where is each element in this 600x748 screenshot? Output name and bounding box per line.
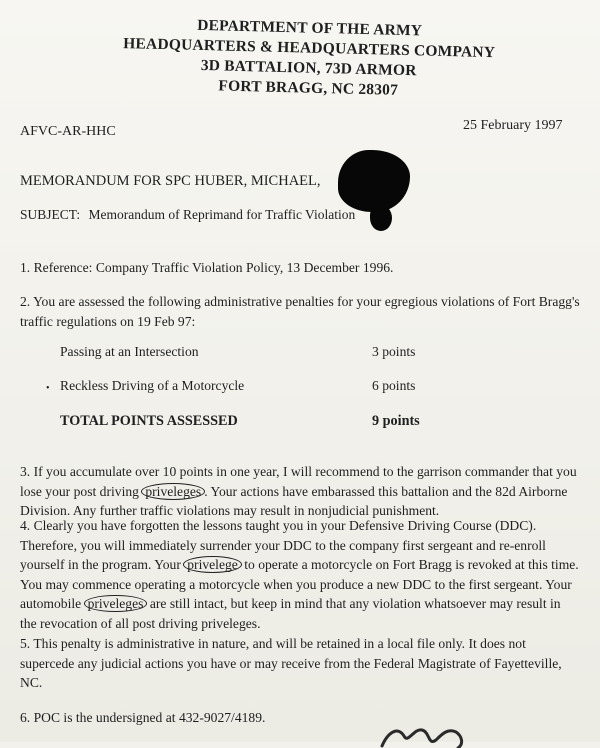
letterhead-line: 3D BATTALION, 73D ARMOR xyxy=(200,56,417,80)
paragraph-text: 3. If you accumulate over 10 points in one year, I will recommend to the garrison commander that you lose your post driving xyxy=(20,464,577,499)
penalty-violation: Reckless Driving of a Motorcycle xyxy=(60,378,245,393)
letterhead-line: HEADQUARTERS & HEADQUARTERS COMPANY xyxy=(123,35,496,62)
paragraph-6: 6. POC is the undersigned at 432-9027/4189. xyxy=(20,710,266,725)
redaction-blot xyxy=(338,150,410,212)
signature-scrawl xyxy=(378,718,468,748)
paragraph-1: 1. Reference: Company Traffic Violation Policy, 13 December 1996. xyxy=(20,260,394,275)
paragraph-2: 2. You are assessed the following administrative penalties for your egregious violations of Fort Bragg's traffic regulations on 19 Feb 97: xyxy=(20,294,580,329)
letterhead-line: DEPARTMENT OF THE ARMY xyxy=(197,16,423,40)
subject-line xyxy=(20,207,355,223)
paragraph-3 xyxy=(20,462,580,521)
subject-text: Memorandum of Reprimand for Traffic Violation xyxy=(88,207,356,222)
paragraph-text: are still intact, but keep in mind that any violation whatsoever may result in the revocation of all post driving priveleges. xyxy=(20,596,561,631)
circled-word: priveleges xyxy=(84,595,148,612)
total-points-value: 9 points xyxy=(372,413,420,429)
paragraph-text: to operate a motorcycle on Fort Bragg is revoked at this time. You may commence operating a motorcycle when you produce a new DDC to the first sergeant. Your automobile xyxy=(20,557,579,611)
letterhead-line: FORT BRAGG, NC 28307 xyxy=(218,77,399,99)
bullet-mark: • xyxy=(46,383,50,394)
paragraph-4 xyxy=(20,516,580,633)
penalty-violation: Passing at an Intersection xyxy=(60,344,199,359)
redaction-blot xyxy=(370,205,392,231)
circled-word: privelege xyxy=(183,556,242,573)
penalty-points: 3 points xyxy=(372,344,416,359)
memo-date: 25 February 1997 xyxy=(463,118,563,133)
penalty-points: 6 points xyxy=(372,378,416,393)
circled-word: priveleges xyxy=(141,483,205,500)
subject-label: SUBJECT: xyxy=(20,207,81,222)
memo-for-line: MEMORANDUM FOR SPC HUBER, MICHAEL, xyxy=(20,173,321,189)
office-symbol: AFVC-AR-HHC xyxy=(20,124,116,139)
letterhead xyxy=(118,14,500,103)
total-points-label: TOTAL POINTS ASSESSED xyxy=(60,413,238,429)
paragraph-text: . Your actions have embarassed this battalion and the 82d Airborne Division. Any further traffic violations may result in nonjudicial punishment. xyxy=(20,483,568,518)
paragraph-text: 4. Clearly you have forgotten the lessons taught you in your Defensive Driving Course (DDC). Therefore, you will immediately surrender your DDC to the company first sergeant and re-enroll yourself in the program. Your xyxy=(20,518,546,572)
paragraph-5: 5. This penalty is administrative in nature, and will be retained in a local file only. It does not supercede any judicial actions you have or may receive from the Federal Magistrate of Fayetteville, NC. xyxy=(20,636,562,690)
